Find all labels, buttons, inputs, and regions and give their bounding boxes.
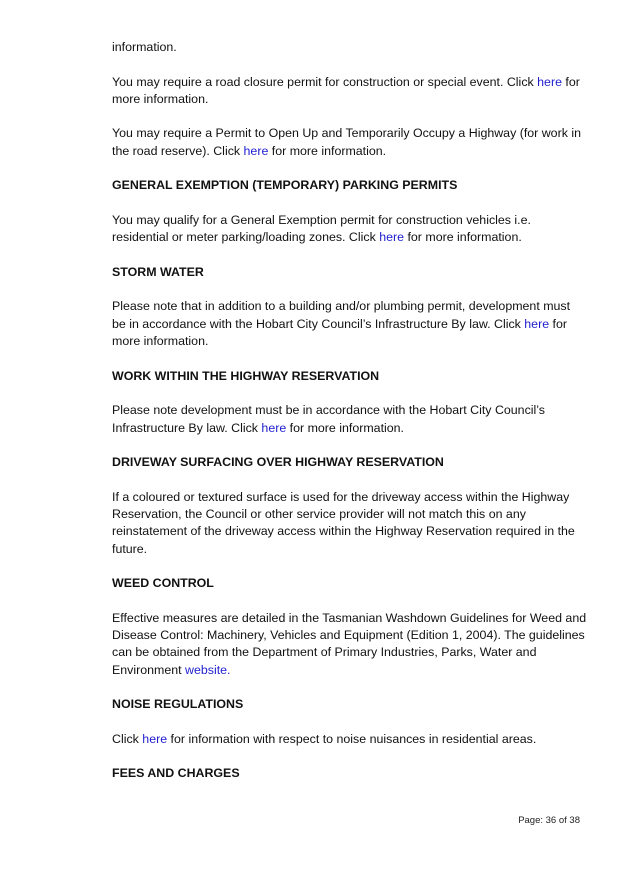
heading-fees-charges: FEES AND CHARGES — [112, 766, 240, 781]
storm-water-link[interactable]: here — [524, 316, 550, 331]
paragraph-highway-reservation: Please note development must be in accordance with the Hobart City Council’s Infrastructure By law. Click here for more information. — [112, 403, 545, 435]
paragraph-parking: You may qualify for a General Exemption permit for construction vehicles i.e. residential or meter parking/loading zones. Click here for more information. — [112, 212, 531, 245]
heading-noise-regulations: NOISE REGULATIONS — [112, 697, 244, 712]
highway-reservation-link[interactable]: here — [261, 420, 287, 435]
road-closure-link[interactable]: here — [537, 74, 562, 89]
heading-driveway-surfacing: DRIVEWAY SURFACING OVER HIGHWAY RESERVATION — [112, 455, 444, 470]
highway-permit-link[interactable]: here — [243, 143, 269, 158]
paragraph-highway-permit: You may require a Permit to Open Up and Temporarily Occupy a Highway (for work in the road reserve). Click here for more information. — [112, 126, 581, 158]
paragraph-driveway: If a coloured or textured surface is used for the driveway access within the Highway Reservation, the Council or other service provider will not match this on any reinstatement of the driveway access within the Highway Reservation required in the future. — [112, 489, 575, 556]
page-number: Page: 36 of 38 — [518, 815, 580, 826]
paragraph-storm-water: Please note that in addition to a building and/or plumbing permit, development must be in accordance with the Hobart City Council’s Infrastructure By law. Click here for more information. — [112, 299, 571, 349]
heading-weed-control: WEED CONTROL — [112, 576, 214, 591]
heading-highway-reservation: WORK WITHIN THE HIGHWAY RESERVATION — [112, 368, 380, 383]
heading-parking-permits: GENERAL EXEMPTION (TEMPORARY) PARKING PERMITS — [112, 178, 458, 193]
paragraph-road-closure: You may require a road closure permit for construction or special event. Click here for more information. — [112, 74, 580, 106]
parking-permit-link[interactable]: here — [379, 230, 405, 245]
paragraph-weed-control: Effective measures are detailed in the Tasmanian Washdown Guidelines for Weed and Disease Control: Machinery, Vehicles and Equipment (Edition 1, 2004). The guidelines can be obtained from the Department of Primary Industries, Parks, Water and Environment website. — [112, 610, 587, 677]
document-body — [112, 39, 587, 783]
website-link[interactable]: website. — [185, 662, 231, 677]
paragraph-continuation: information. — [112, 40, 177, 54]
noise-link[interactable]: here — [142, 731, 168, 746]
paragraph-noise: Click here for information with respect to noise nuisances in residential areas. — [112, 731, 537, 746]
heading-storm-water: STORM WATER — [112, 264, 204, 279]
